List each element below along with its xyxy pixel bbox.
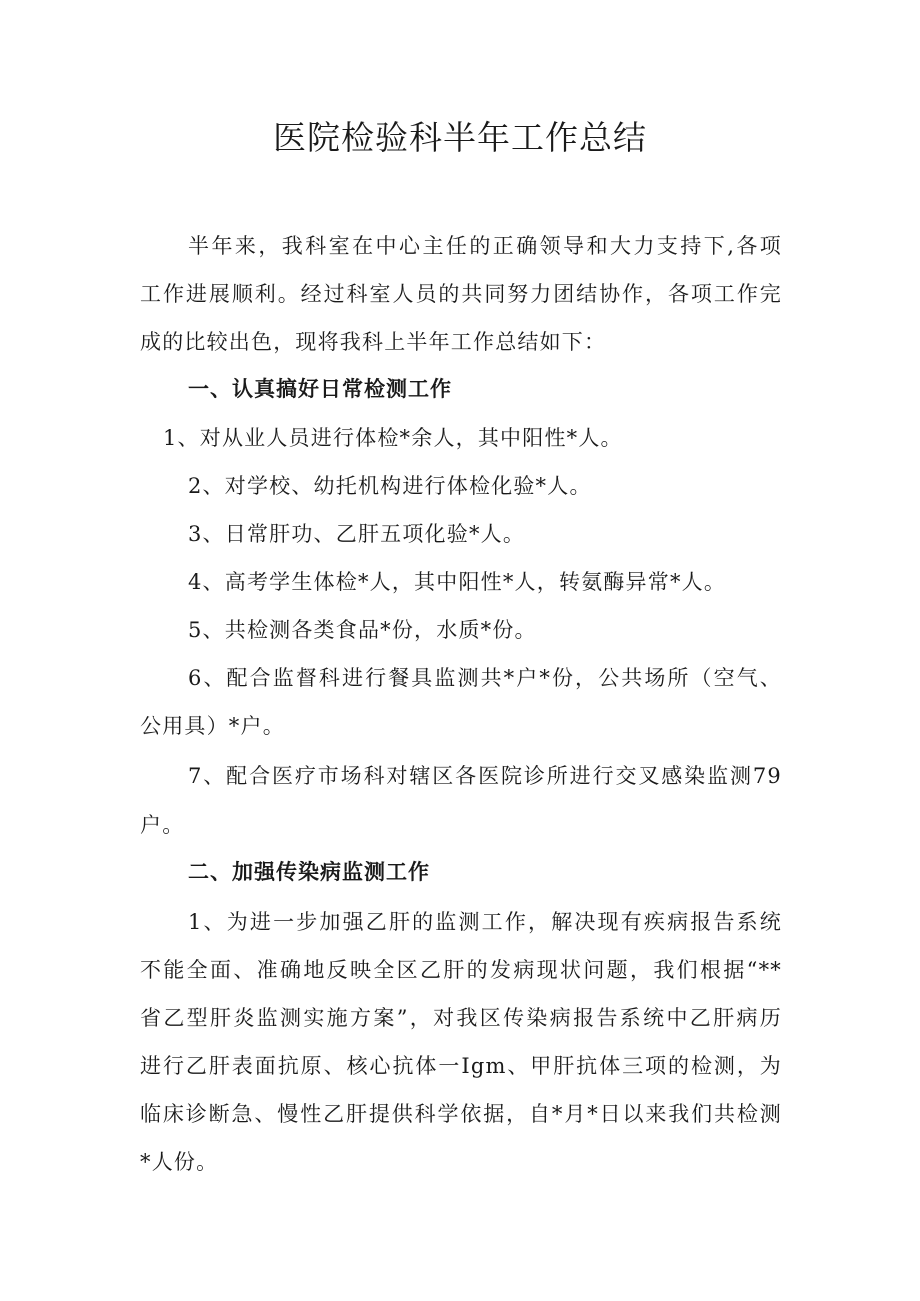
paragraph-line: 成的比较出色，现将我科上半年工作总结如下：	[140, 330, 607, 354]
paragraph-line: 进行乙肝表面抗原、核心抗体一Igm、甲肝抗体三项的检测，为	[140, 1054, 782, 1078]
list-item: 4、高考学生体检*人，其中阳性*人，转氨酶异常*人。	[188, 570, 727, 594]
paragraph-line: 半年来，我科室在中心主任的正确领导和大力支持下,各项	[188, 234, 782, 258]
paragraph-line: 1、为进一步加强乙肝的监测工作，解决现有疾病报告系统	[188, 910, 782, 934]
list-item-continuation: 户。	[140, 813, 185, 837]
paragraph-line: 不能全面、准确地反映全区乙肝的发病现状问题，我们根据“**	[140, 958, 782, 982]
paragraph-line: 省乙型肝炎监测实施方案”，对我区传染病报告系统中乙肝病历	[140, 1006, 782, 1030]
list-item: 7、配合医疗市场科对辖区各医院诊所进行交叉感染监测79	[188, 764, 782, 788]
page-title: 医院检验科半年工作总结	[273, 118, 647, 157]
list-item: 5、共检测各类食品*份，水质*份。	[188, 618, 537, 642]
list-item: 6、配合监督科进行餐具监测共*户*份，公共场所（空气、	[188, 666, 782, 690]
list-item: 2、对学校、幼托机构进行体检化验*人。	[188, 474, 592, 498]
list-item: 1、对从业人员进行体检*余人，其中阳性*人。	[163, 426, 623, 450]
section-heading: 一、认真搞好日常检测工作	[188, 377, 452, 401]
paragraph-line: *人份。	[140, 1150, 219, 1174]
section-heading: 二、加强传染病监测工作	[188, 860, 430, 884]
list-item: 3、日常肝功、乙肝五项化验*人。	[188, 522, 526, 546]
paragraph-line: 临床诊断急、慢性乙肝提供科学依据，自*月*日以来我们共检测	[140, 1102, 782, 1126]
list-item-continuation: 公用具）*户。	[140, 714, 285, 738]
paragraph-line: 工作进展顺利。经过科室人员的共同努力团结协作，各项工作完	[140, 282, 782, 306]
